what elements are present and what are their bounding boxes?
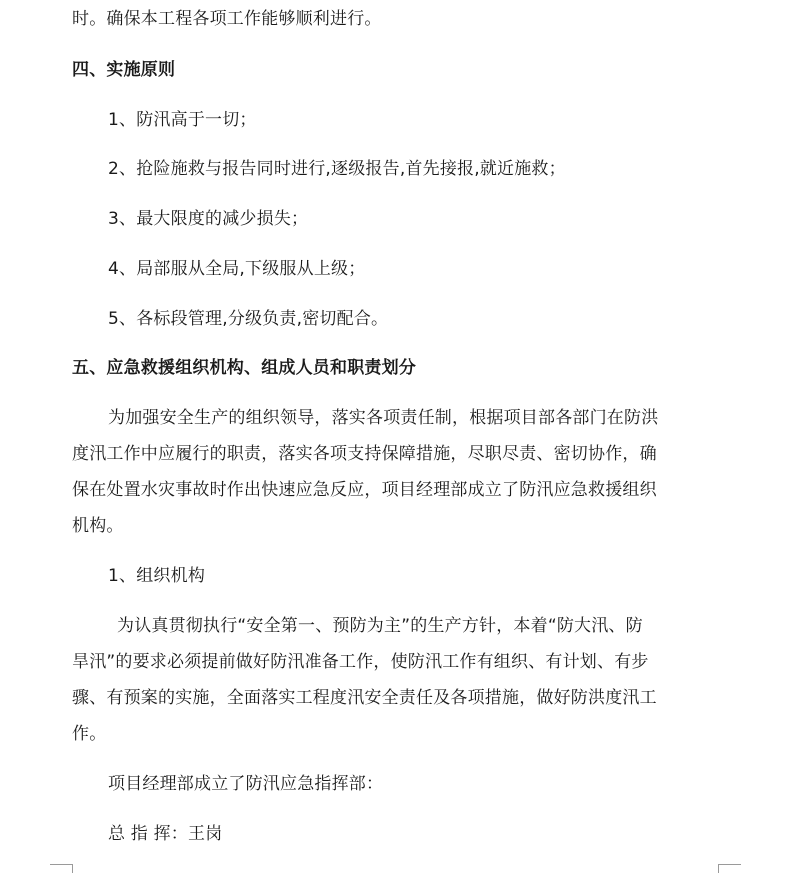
paragraph-line: 骤、有预案的实施，全面落实工程度汛安全责任及各项措施，做好防洪度汛工 (72, 688, 657, 708)
list-item: 5、各标段管理,分级负责,密切配合。 (108, 309, 389, 329)
page-corner-mark-left (50, 864, 73, 873)
paragraph-line: 机构。 (72, 516, 124, 536)
list-item: 1、防汛高于一切； (108, 110, 257, 130)
paragraph-line: 为认真贯彻执行“安全第一、预防为主”的生产方针，本着“防大汛、防 (117, 616, 643, 636)
paragraph-line: 保在处置水灾事故时作出快速应急反应，项目经理部成立了防汛应急救援组织 (72, 480, 657, 500)
section-heading-5: 五、应急救援组织机构、组成人员和职责划分 (72, 358, 416, 378)
paragraph-line: 项目经理部成立了防汛应急指挥部： (108, 774, 384, 794)
page-corner-mark-right (718, 864, 741, 873)
list-item: 4、局部服从全局,下级服从上级； (108, 259, 366, 279)
section-heading-4: 四、实施原则 (72, 60, 176, 80)
list-item: 3、最大限度的减少损失； (108, 209, 309, 229)
subsection-heading: 1、组织机构 (108, 566, 206, 586)
paragraph-line: 作。 (72, 724, 107, 744)
paragraph-line: 为加强安全生产的组织领导，落实各项责任制，根据项目部各部门在防洪 (108, 408, 659, 428)
paragraph-line: 时。确保本工程各项工作能够顺利进行。 (72, 9, 382, 29)
paragraph-line: 旱汛”的要求必须提前做好防汛准备工作，使防汛工作有组织、有计划、有步 (72, 652, 649, 672)
list-item: 2、抢险施救与报告同时进行,逐级报告,首先接报,就近施救； (108, 159, 566, 179)
commander-line: 总 指 挥：王岗 (108, 824, 223, 844)
paragraph-line: 度汛工作中应履行的职责，落实各项支持保障措施，尽职尽责、密切协作，确 (72, 444, 657, 464)
